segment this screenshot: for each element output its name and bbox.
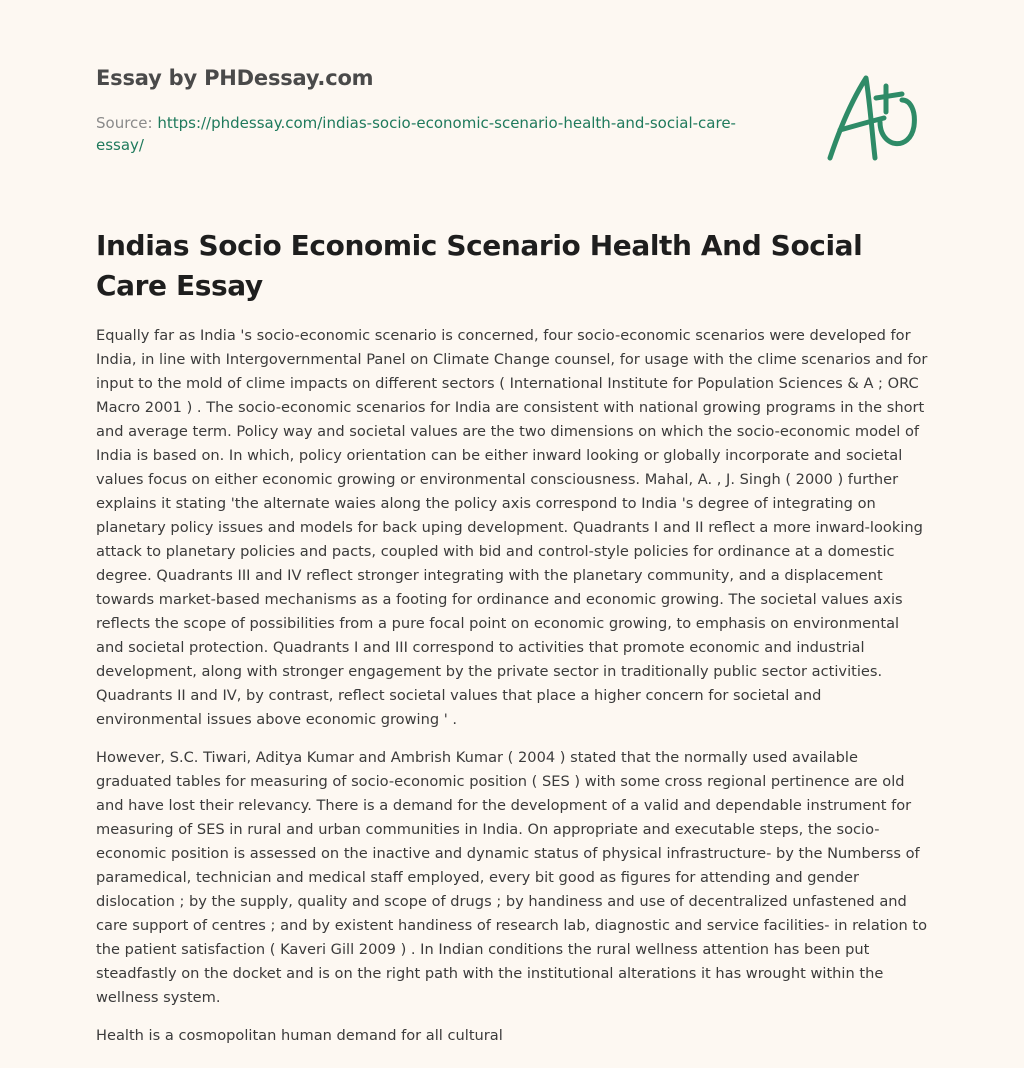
source-link[interactable]: https://phdessay.com/indias-socio-economic-scenario-health-and-social-care-essay/ <box>96 114 736 154</box>
article-paragraph: Health is a cosmopolitan human demand for all cultural <box>96 1027 503 1044</box>
source-label: Source: <box>96 114 158 132</box>
site-brand: Essay by PHDessay.com <box>96 66 374 90</box>
article-paragraph: Equally far as India 's socio-economic scenario is concerned, four socio-economic scenarios were developed for India, in line with Intergovernmental Panel on Climate Change counsel, for usage with the clime scenarios and for input to the mold of clime impacts on different sectors ( International Institute for Population Sciences & A ; ORC Macro 2001 ) . The socio-economic scenarios for India are consistent with national growing programs in the short and average term. Policy way and societal values are the two dimensions on which the socio-economic model of India is based on. In which, policy orientation can be either inward looking or globally incorporate and societal values focus on either economic growing or environmental consciousness. Mahal, A. , J. Singh ( 2000 ) further explains it stating 'the alternate waies along the policy axis correspond to India 's degree of integrating on planetary policy issues and models for back uping development. Quadrants I and II reflect a more inward-looking attack to planetary policies and pacts, coupled with bid and control-style policies for ordinance at a domestic degree. Quadrants III and IV reflect stronger integrating with the planetary community, and a displacement towards market-based mechanisms as a footing for ordinance and economic growing. The societal values axis reflects the scope of possibilities from a pure focal point on economic growing, to emphasis on environmental and societal protection. Quadrants I and III correspond to activities that promote economic and industrial development, along with stronger engagement by the private sector in traditionally public sector activities. Quadrants II and IV, by contrast, reflect societal values that place a higher concern for societal and environmental issues above economic growing ' . <box>96 327 928 728</box>
article-body <box>96 324 930 1062</box>
article-paragraph: However, S.C. Tiwari, Aditya Kumar and Ambrish Kumar ( 2004 ) stated that the normally used available graduated tables for measuring of socio-economic position ( SES ) with some cross regional pertinence are old and have lost their relevancy. There is a demand for the development of a valid and dependable instrument for measuring of SES in rural and urban communities in India. On appropriate and executable steps, the socio-economic position is assessed on the inactive and dynamic status of physical infrastructure- by the Numberss of paramedical, technician and medical staff employed, every bit good as figures for attending and gender dislocation ; by the supply, quality and scope of drugs ; by handiness and use of decentralized unfastened and care support of centres ; and by existent handiness of research lab, diagnostic and service facilities- in relation to the patient satisfaction ( Kaveri Gill 2009 ) . In Indian conditions the rural wellness attention has been put steadfastly on the docket and is on the right path with the institutional alterations it has wrought within the wellness system. <box>96 749 928 1006</box>
a-plus-logo-icon <box>818 66 930 166</box>
article-title: Indias Socio Economic Scenario Health And Social Care Essay <box>96 229 863 302</box>
source-line <box>96 112 756 156</box>
